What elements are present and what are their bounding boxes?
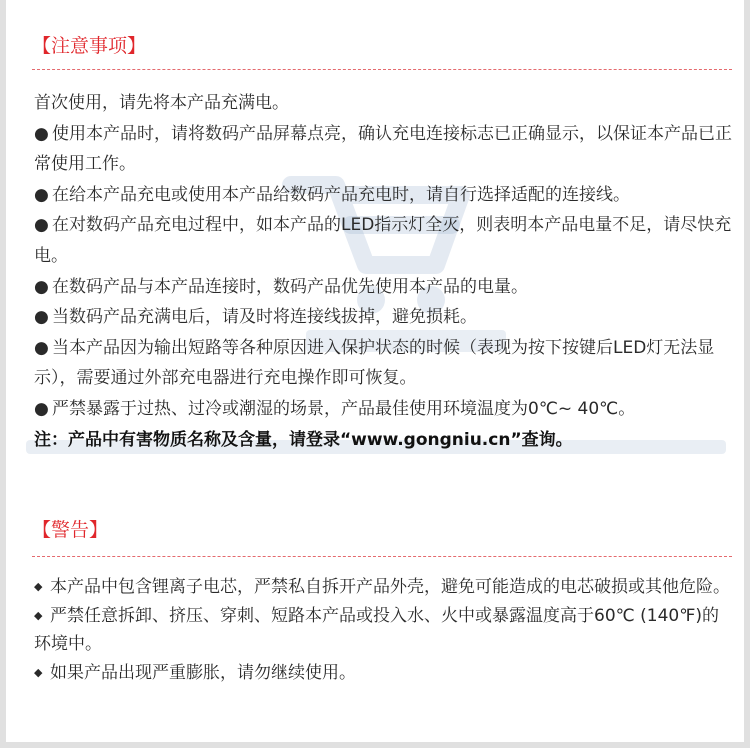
notice-title: 【注意事项】 xyxy=(32,35,147,57)
notice-line-text: 在对数码产品充电过程中，如本产品的LED指示灯全灭，则表明本产品电量不足，请尽快充电。 xyxy=(34,215,732,266)
bullet-dot-icon: ● xyxy=(34,276,49,297)
notice-line xyxy=(34,119,734,180)
notice-line xyxy=(34,210,734,271)
bullet-dot-icon: ● xyxy=(34,307,49,328)
notice-line-text: 严禁暴露于过热、过冷或潮湿的场景，产品最佳使用环境温度为0℃~ 40℃。 xyxy=(52,398,636,419)
warning-line xyxy=(34,573,734,602)
bullet-diamond-icon: ◆ xyxy=(34,665,43,679)
notice-line xyxy=(34,302,734,333)
warning-line-text: 严禁任意拆卸、挤压、穿刺、短路本产品或投入水、火中或暴露温度高于60℃ (140℉)的环境中。 xyxy=(34,605,720,654)
notice-line xyxy=(34,333,734,394)
warning-line xyxy=(34,602,734,659)
bullet-dot-icon: ● xyxy=(34,215,49,236)
notice-line xyxy=(34,88,734,119)
notice-line xyxy=(34,394,734,425)
notice-line xyxy=(34,180,734,211)
notice-line-text: 当数码产品充满电后，请及时将连接线拔掉，避免损耗。 xyxy=(52,307,477,328)
notice-line-text: 在给本产品充电或使用本产品给数码产品充电时，请自行选择适配的连接线。 xyxy=(52,184,630,205)
bullet-dot-icon: ● xyxy=(34,184,49,205)
notice-line-text: 使用本产品时，请将数码产品屏幕点亮，确认充电连接标志已正确显示，以保证本产品已正常使用工作。 xyxy=(34,123,732,175)
warning-line-text: 本产品中包含锂离子电芯，严禁私自拆开产品外壳，避免可能造成的电芯破损或其他危险。 xyxy=(50,577,730,597)
notice-line-text: 当本产品因为输出短路等各种原因进入保护状态的时候（表现为按下按键后LED灯无法显示），需要通过外部充电器进行充电操作即可恢复。 xyxy=(34,337,715,389)
notice-divider xyxy=(32,69,732,70)
bullet-dot-icon: ● xyxy=(34,123,49,144)
warning-title: 【警告】 xyxy=(32,519,109,541)
bullet-diamond-icon: ◆ xyxy=(34,580,43,593)
notice-line-text: 首次使用，请先将本产品充满电。 xyxy=(34,93,289,113)
notice-content xyxy=(34,88,734,455)
bullet-diamond-icon: ◆ xyxy=(34,608,43,622)
notice-line-text: 在数码产品与本产品连接时，数码产品优先使用本产品的电量。 xyxy=(52,276,528,297)
warning-divider xyxy=(32,556,732,557)
bullet-dot-icon: ● xyxy=(34,337,49,358)
notice-footnote: 注：产品中有害物质名称及含量，请登录“www.gongniu.cn”查询。 xyxy=(34,429,573,450)
notice-line xyxy=(34,272,734,303)
warning-content xyxy=(34,573,734,687)
bullet-dot-icon: ● xyxy=(34,398,49,419)
warning-line-text: 如果产品出现严重膨胀，请勿继续使用。 xyxy=(50,662,356,683)
warning-line xyxy=(34,659,734,688)
